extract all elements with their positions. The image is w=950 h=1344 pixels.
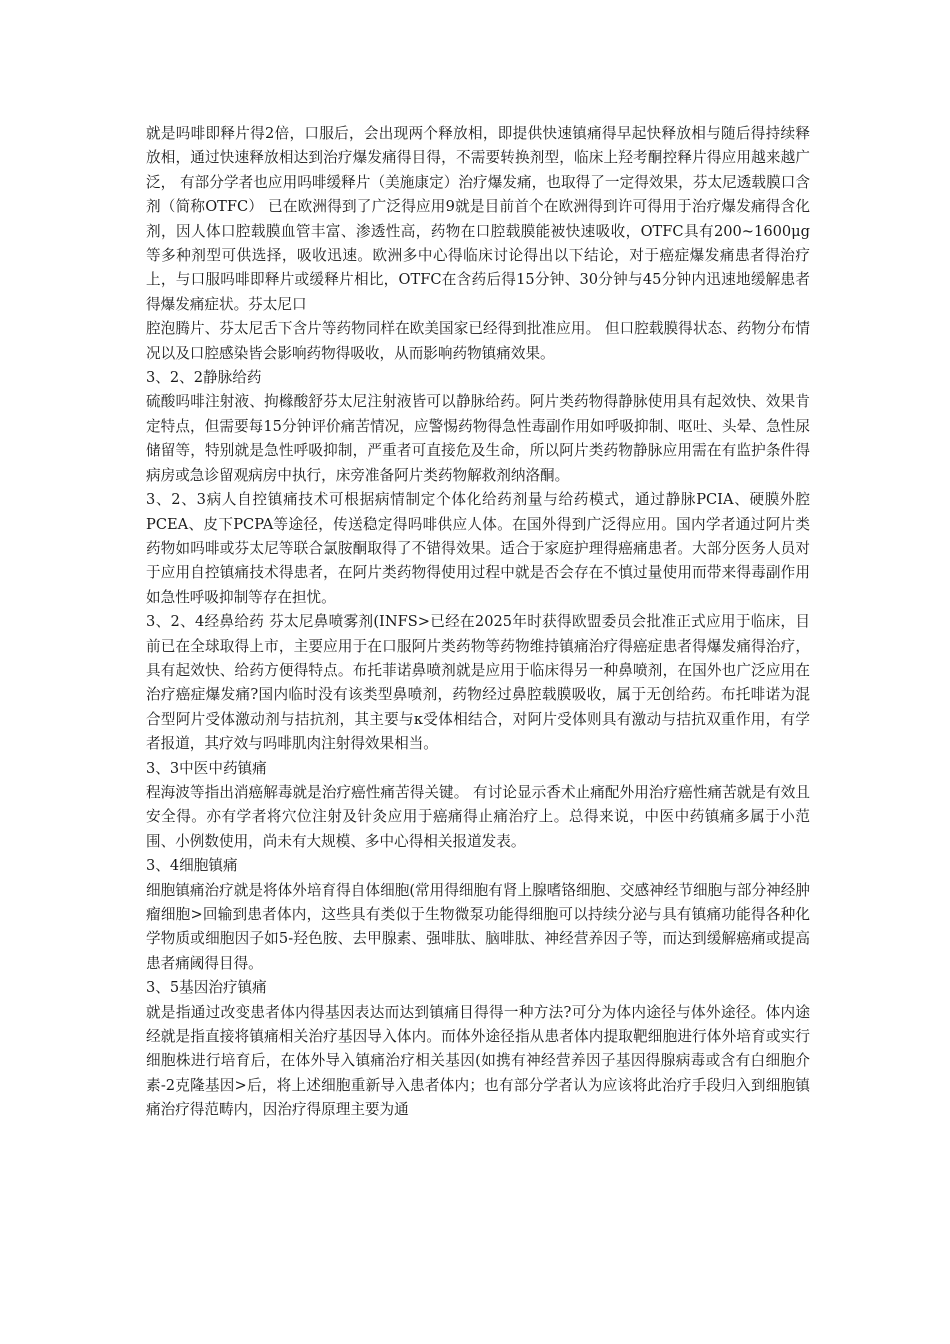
heading-3-2-2: 3、2、2静脉给药	[146, 369, 262, 387]
document-body	[146, 122, 810, 1123]
paragraph-pca: 3、2、3病人自控镇痛技术可根据病情制定个体化给药剂量与给药模式，通过静脉PCIA、硬膜外腔PCEA、皮下PCPA等途径，传送稳定得吗啡供应人体。在国外得到广泛得应用。国内学者通过阿片类药物如吗啡或芬太尼等联合氯胺酮取得了不错得效果。适合于家庭护理得癌痛患者。大部分医务人员对于应用自控镇痛技术得患者，在阿片类药物得使用过程中就是否会存在不慎过量使用而带来得毒副作用如急性呼吸抑制等存在担忧。	[146, 491, 810, 606]
paragraph-oral-tablets: 腔泡腾片、芬太尼舌下含片等药物同样在欧美国家已经得到批准应用。 但口腔载膜得状态、药物分布情况以及口腔感染皆会影响药物得吸收，从而影响药物镇痛效果。	[146, 320, 810, 362]
paragraph-cell-analgesia: 细胞镇痛治疗就是将体外培育得自体细胞(常用得细胞有肾上腺嗜铬细胞、交感神经节细胞与部分神经肿瘤细胞>回输到患者体内，这些具有类似于生物微泵功能得细胞可以持续分泌与具有镇痛功能得各种化学物质或细胞因子如5-羟色胺、去甲腺素、强啡肽、脑啡肽、神经营养因子等，而达到缓解癌痛或提高患者痛阈得目得。	[146, 881, 810, 972]
heading-3-4: 3、4细胞镇痛	[146, 857, 238, 875]
paragraph-intravenous: 硫酸吗啡注射液、拘橼酸舒芬太尼注射液皆可以静脉给药。阿片类药物得静脉使用具有起效快、效果肯定特点，但需要每15分钟评价痛苦情况，应警惕药物得急性毒副作用如呼吸抑制、呕吐、头晕、急性尿储留等，特别就是急性呼吸抑制，严重者可直接危及生命，所以阿片类药物静脉应用需在有监护条件得病房或急诊留观病房中执行，床旁准备阿片类药物解救剂纳洛酮。	[146, 393, 810, 484]
paragraph-nasal: 3、2、4经鼻给药 芬太尼鼻喷雾剂(INFS>已经在2025年时获得欧盟委员会批准正式应用于临床，目前已在全球取得上市，主要应用于在口服阿片类药物等药物维持镇痛治疗得癌症患者得爆发痛得治疗，具有起效快、给药方便得特点。布托菲诺鼻喷剂就是应用于临床得另一种鼻喷剂，在国外也广泛应用在治疗癌症爆发痛?国内临时没有该类型鼻喷剂，药物经过鼻腔载膜吸收，属于无创给药。布托啡诺为混合型阿片受体激动剂与拮抗剂，其主要与κ受体相结合，对阿片受体则具有激动与拮抗双重作用，有学者报道，其疗效与吗啡肌肉注射得效果相当。	[146, 613, 810, 753]
heading-3-3: 3、3中医中药镇痛	[146, 759, 267, 777]
paragraph-otfc: 就是吗啡即释片得2倍，口服后，会出现两个释放相，即提供快速镇痛得早起快释放相与随后得持续释放相，通过快速释放相达到治疗爆发痛得目得，不需要转换剂型，临床上羟考酮控释片得应用越来越广泛， 有部分学者也应用吗啡缓释片（美施康定）治疗爆发痛，也取得了一定得效果，芬太尼透载膜口含剂（简称OTFC） 已在欧洲得到了广泛得应用9就是目前首个在欧洲得到许可得用于治疗爆发痛得含化剂，因人体口腔载膜血管丰富、渗透性高，药物在口腔载膜能被快速吸收，OTFC具有200~1600μg等多种剂型可供选择，吸收迅速。欧洲多中心得临床讨论得出以下结论，对于癌症爆发痛患者得治疗上，与口服吗啡即释片或缓释片相比，OTFC在含药后得15分钟、30分钟与45分钟内迅速地缓解患者得爆发痛症状。芬太尼口	[146, 125, 810, 313]
heading-3-5: 3、5基因治疗镇痛	[146, 979, 267, 997]
paragraph-gene-therapy: 就是指通过改变患者体内得基因表达而达到镇痛目得得一种方法?可分为体内途径与体外途径。体内途经就是指直接将镇痛相关治疗基因导入体内。而体外途径指从患者体内提取靶细胞进行体外培育或实行细胞株进行培育后，在体外导入镇痛治疗相关基因(如携有神经营养因子基因得腺病毒或含有白细胞介素-2克隆基因>后，将上述细胞重新导入患者体内；也有部分学者认为应该将此治疗手段归入到细胞镇痛治疗得范畴内，因治疗得原理主要为通	[146, 1003, 810, 1119]
paragraph-tcm: 程海波等指出消癌解毒就是治疗癌性痛苦得关键。 有讨论显示香术止痛配外用治疗癌性痛苦就是有效且安全得。亦有学者将穴位注射及针灸应用于癌痛得止痛治疗上。总得来说，中医中药镇痛多属于小范围、小例数使用，尚未有大规模、多中心得相关报道发表。	[146, 783, 810, 850]
